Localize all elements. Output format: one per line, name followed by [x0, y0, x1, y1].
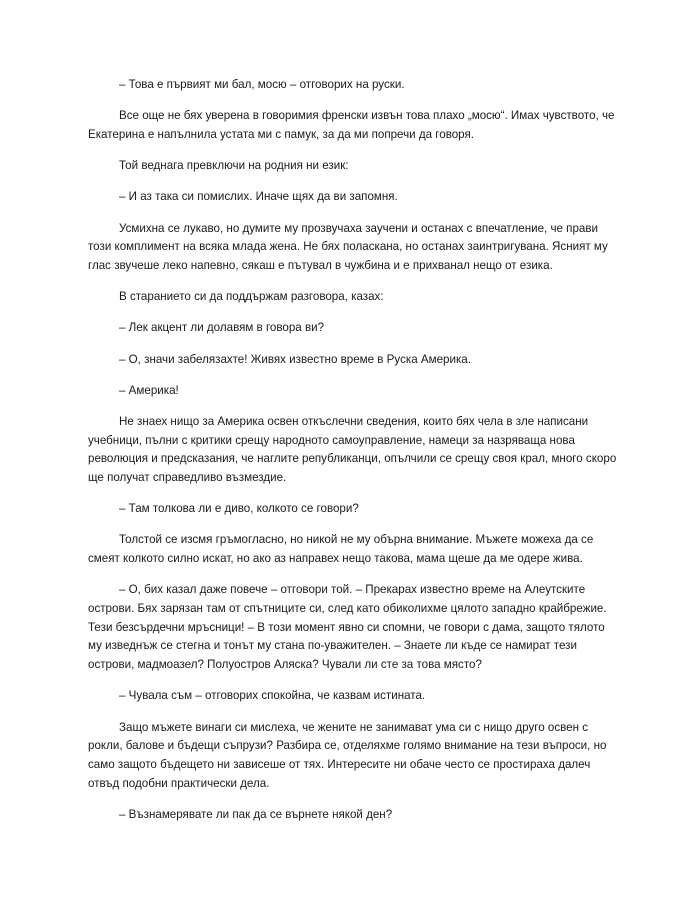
paragraph: – Това е първият ми бал, мосю – отговорих на руски.	[119, 78, 405, 91]
paragraph: Усмихна се лукаво, но думите му прозвучаха заучени и останах с впечатление, че прави този комплимент на всяка млада жена. Не бях поласкана, но останах заинтригувана. Ясният му глас звучеше леко напевно, сякаш е пътувал в чужбина и е прихванал нещо от езика.	[88, 221, 608, 272]
paragraph: – Възнамерявате ли пак да се върнете някой ден?	[119, 807, 393, 821]
paragraph: Защо мъжете винаги си мислеха, че жените не занимават ума си с нищо друго освен с рокли, балове и бъдещи съпрузи? Разбира се, отделяхме голямо внимание на тези въпроси, но само защото бъдещето ни зависеше от тях. Интересите ни обаче често се простираха далеч отвъд подобни практически дела.	[88, 720, 607, 790]
paragraph: – О, значи забелязахте! Живях известно време в Руска Америка.	[119, 352, 471, 366]
paragraph: – Лек акцент ли долавям в говора ви?	[119, 321, 325, 335]
paragraph: Не знаех нищо за Америка освен откъслечни сведения, които бях чела в зле написани учебници, пълни с критики срещу народното самоуправление, намеци за назряваща нова революция и предсказания, че наглите републиканци, опълчили се срещу своя крал, много скоро ще получат справедливо възмездие.	[88, 414, 617, 485]
paragraph: Толстой се изсмя гръмогласно, но никой не му обърна внимание. Мъжете можеха да се смеят колкото силно искат, но ако аз направех нещо такова, мама щеше да ме одере жива.	[88, 533, 594, 566]
paragraph: – О, бих казал даже повече – отговори той. – Прекарах известно време на Алеутските острови. Бях зарязан там от спътниците си, след като обиколихме цялото западно крайбрежие. Тези безсърдечни мръсници! – В този момент явно си спомни, че говори с дама, защото тялото му изведнъж се стегна и тонът му стана по-уважителен. – Знаете ли къде се намират тези острови, мадмоазел? Полуостров Аляска? Чували ли сте за това място?	[88, 583, 607, 672]
paragraph: В старанието си да поддържам разговора, казах:	[119, 290, 384, 304]
paragraph: – И аз така си помислих. Иначе щях да ви запомня.	[119, 190, 398, 204]
document-body	[88, 76, 618, 837]
paragraph: – Там толкова ли е диво, колкото се говори?	[119, 502, 359, 516]
paragraph: – Чувала съм – отговорих спокойна, че казвам истината.	[119, 689, 426, 703]
paragraph: Все още не бях уверена в говоримия френски извън това плахо „мосю“. Имах чувството, че Екатерина е напълнила устата ми с памук, за да ми попречи да говоря.	[88, 109, 615, 141]
paragraph: Той веднага превключи на родния ни език:	[119, 159, 349, 173]
paragraph: – Америка!	[119, 383, 179, 397]
